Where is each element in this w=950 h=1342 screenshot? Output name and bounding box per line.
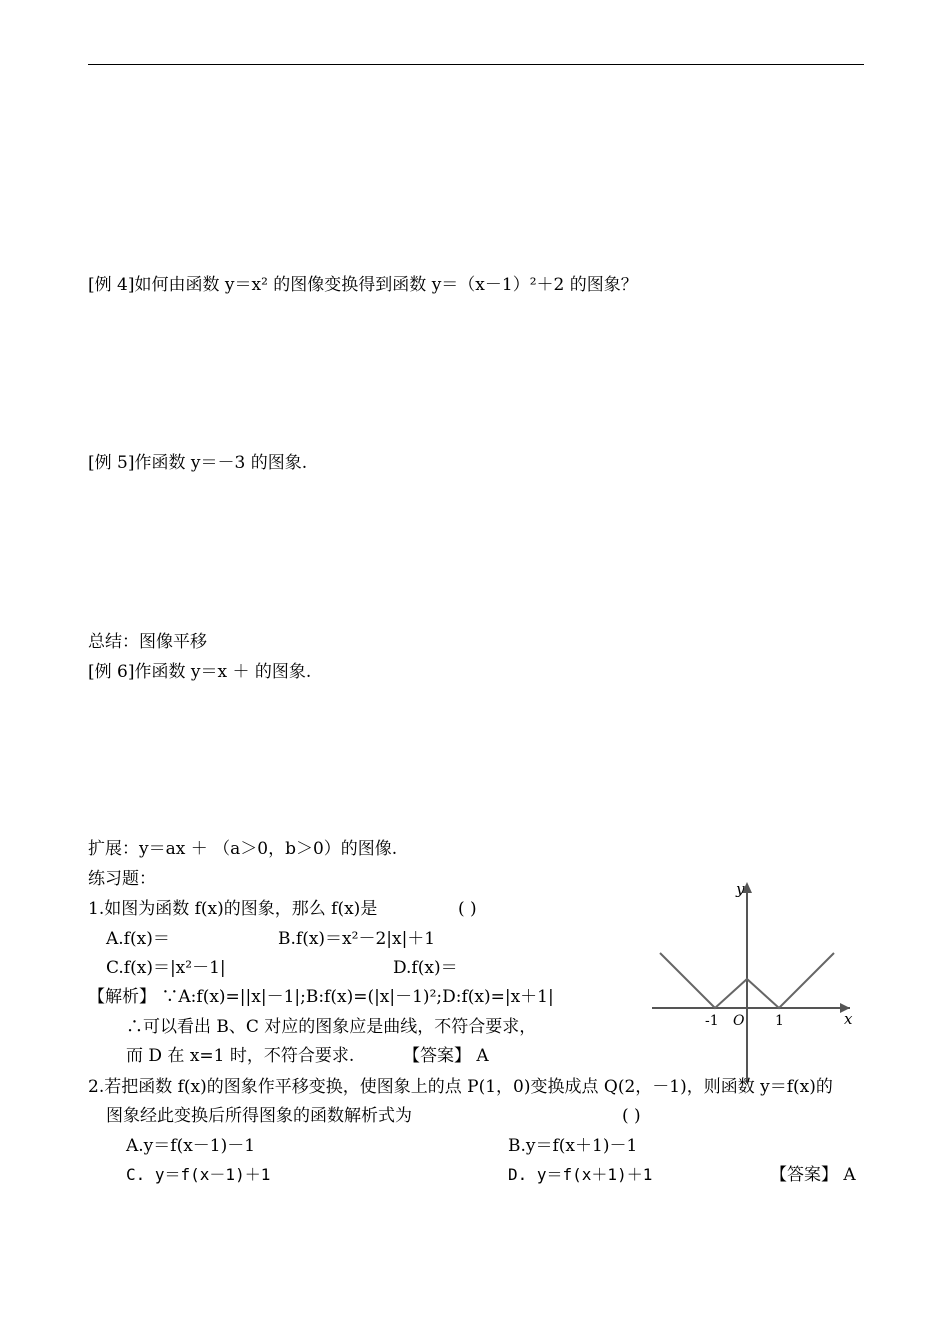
extension-text: 扩展：y＝ax ＋ （a＞0，b＞0）的图像. <box>88 839 398 859</box>
q1-option-d: D.f(x)＝ <box>393 958 458 978</box>
summary-heading: 总结：图像平移 <box>88 632 207 652</box>
q2-option-b: B.y＝f(x＋1)－1 <box>508 1136 638 1156</box>
example-6: [例 6]作函数 y＝x ＋ 的图象. <box>88 662 312 682</box>
q1-option-b: B.f(x)＝x²－2|x|＋1 <box>278 929 436 949</box>
q1-option-a: A.f(x)＝ <box>106 929 170 949</box>
q1-reason-1: ∴可以看出 B、C 对应的图象应是曲线，不符合要求， <box>126 1017 537 1037</box>
q2-option-d: D. y＝f(x＋1)＋1 <box>508 1165 653 1184</box>
q1-paren: ( ) <box>458 899 477 919</box>
q2-option-a: A.y＝f(x－1)－1 <box>126 1136 256 1156</box>
tick-label-neg-1: -1 <box>705 1013 719 1029</box>
q2-stem: 2.若把函数 f(x)的图象作平移变换，使图象上的点 P(1，0)变换成点 Q(2，－1)，则函数 y＝f(x)的 <box>88 1077 833 1097</box>
q1-analysis: 【解析】 ∵A:f(x)=||x|－1|;B:f(x)=(|x|－1)²;D:f(x)=|x＋1| <box>88 987 554 1007</box>
q2-answer: 【答案】 A <box>770 1165 856 1185</box>
example-5: [例 5]作函数 y＝－3 的图象. <box>88 453 308 473</box>
example-4: [例 4]如何由函数 y＝x² 的图像变换得到函数 y＝（x－1）²＋2 的图象？ <box>88 275 638 295</box>
y-axis-label: y <box>736 880 745 898</box>
origin-label: O <box>733 1013 745 1029</box>
q2-stem-2: 图象经此变换后所得图象的函数解析式为 <box>106 1106 412 1126</box>
q1-stem: 1.如图为函数 f(x)的图象，那么 f(x)是 <box>88 899 378 919</box>
tick-label-1: 1 <box>775 1013 784 1029</box>
q1-answer: 【答案】 A <box>403 1046 489 1066</box>
x-axis-label: x <box>844 1010 853 1028</box>
q1-reason-2: 而 D 在 x=1 时，不符合要求. <box>126 1046 355 1066</box>
q2-paren: ( ) <box>622 1106 641 1126</box>
q1-option-c: C.f(x)＝|x²－1| <box>106 958 226 978</box>
practice-heading: 练习题： <box>88 869 156 889</box>
header-rule <box>88 64 864 65</box>
q2-option-c: C. y＝f(x－1)＋1 <box>126 1165 271 1184</box>
function-graph <box>650 878 860 1088</box>
